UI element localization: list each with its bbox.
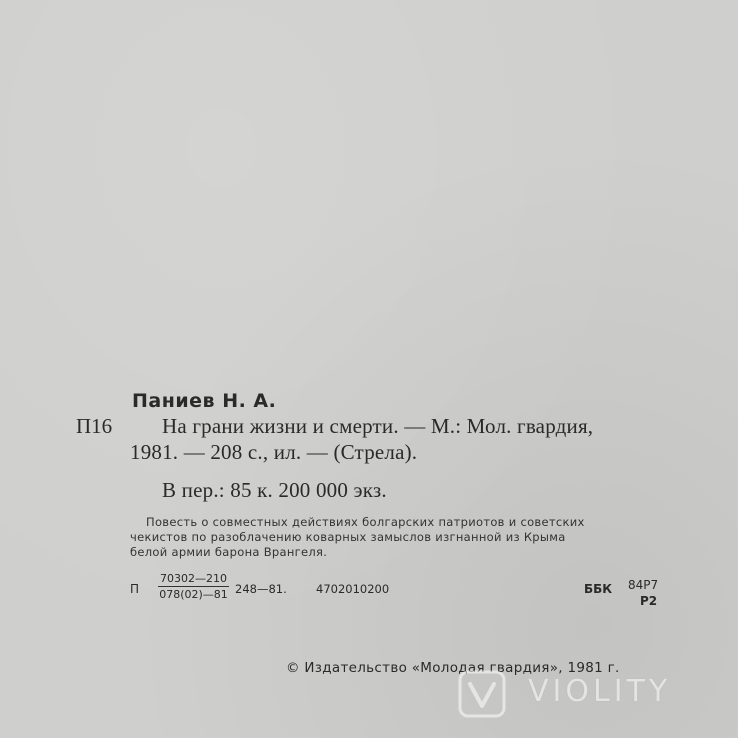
author-name: Паниев Н. А. [132,390,277,412]
bbk-label: ББК [584,582,613,596]
annotation-line-1: Повесть о совместных действиях болгарских патриотов и советских [146,515,585,529]
bbk-code-1: 84Р7 [628,578,659,592]
title-line-1: На грани жизни и смерти. — М.: Мол. гвардия, [162,414,594,438]
index-letter: П [130,582,140,596]
annotation-line-2: чекистов по разоблачению коварных замыслов изгнанной из Крыма [130,530,566,544]
index-number: 4702010200 [316,582,390,596]
violity-watermark [456,668,726,720]
index-fraction [158,572,229,601]
watermark-text: VIOLITY [528,674,672,709]
index-suffix: 248—81. [235,582,287,596]
copyright-line: © Издательство «Молодая гвардия», 1981 г. [286,660,620,676]
bbk-code-2: Р2 [640,594,658,608]
index-numerator: 70302—210 [160,572,227,585]
violity-logo-icon [456,668,516,720]
title-line-2: 1981. — 208 с., ил. — (Стрела). [130,440,418,464]
price-circulation-line: В пер.: 85 к. 200 000 экз. [162,478,387,502]
annotation-line-3: белой армии барона Врангеля. [130,545,328,559]
classification-code: П16 [76,414,113,438]
index-denominator: 078(02)—81 [159,588,228,601]
